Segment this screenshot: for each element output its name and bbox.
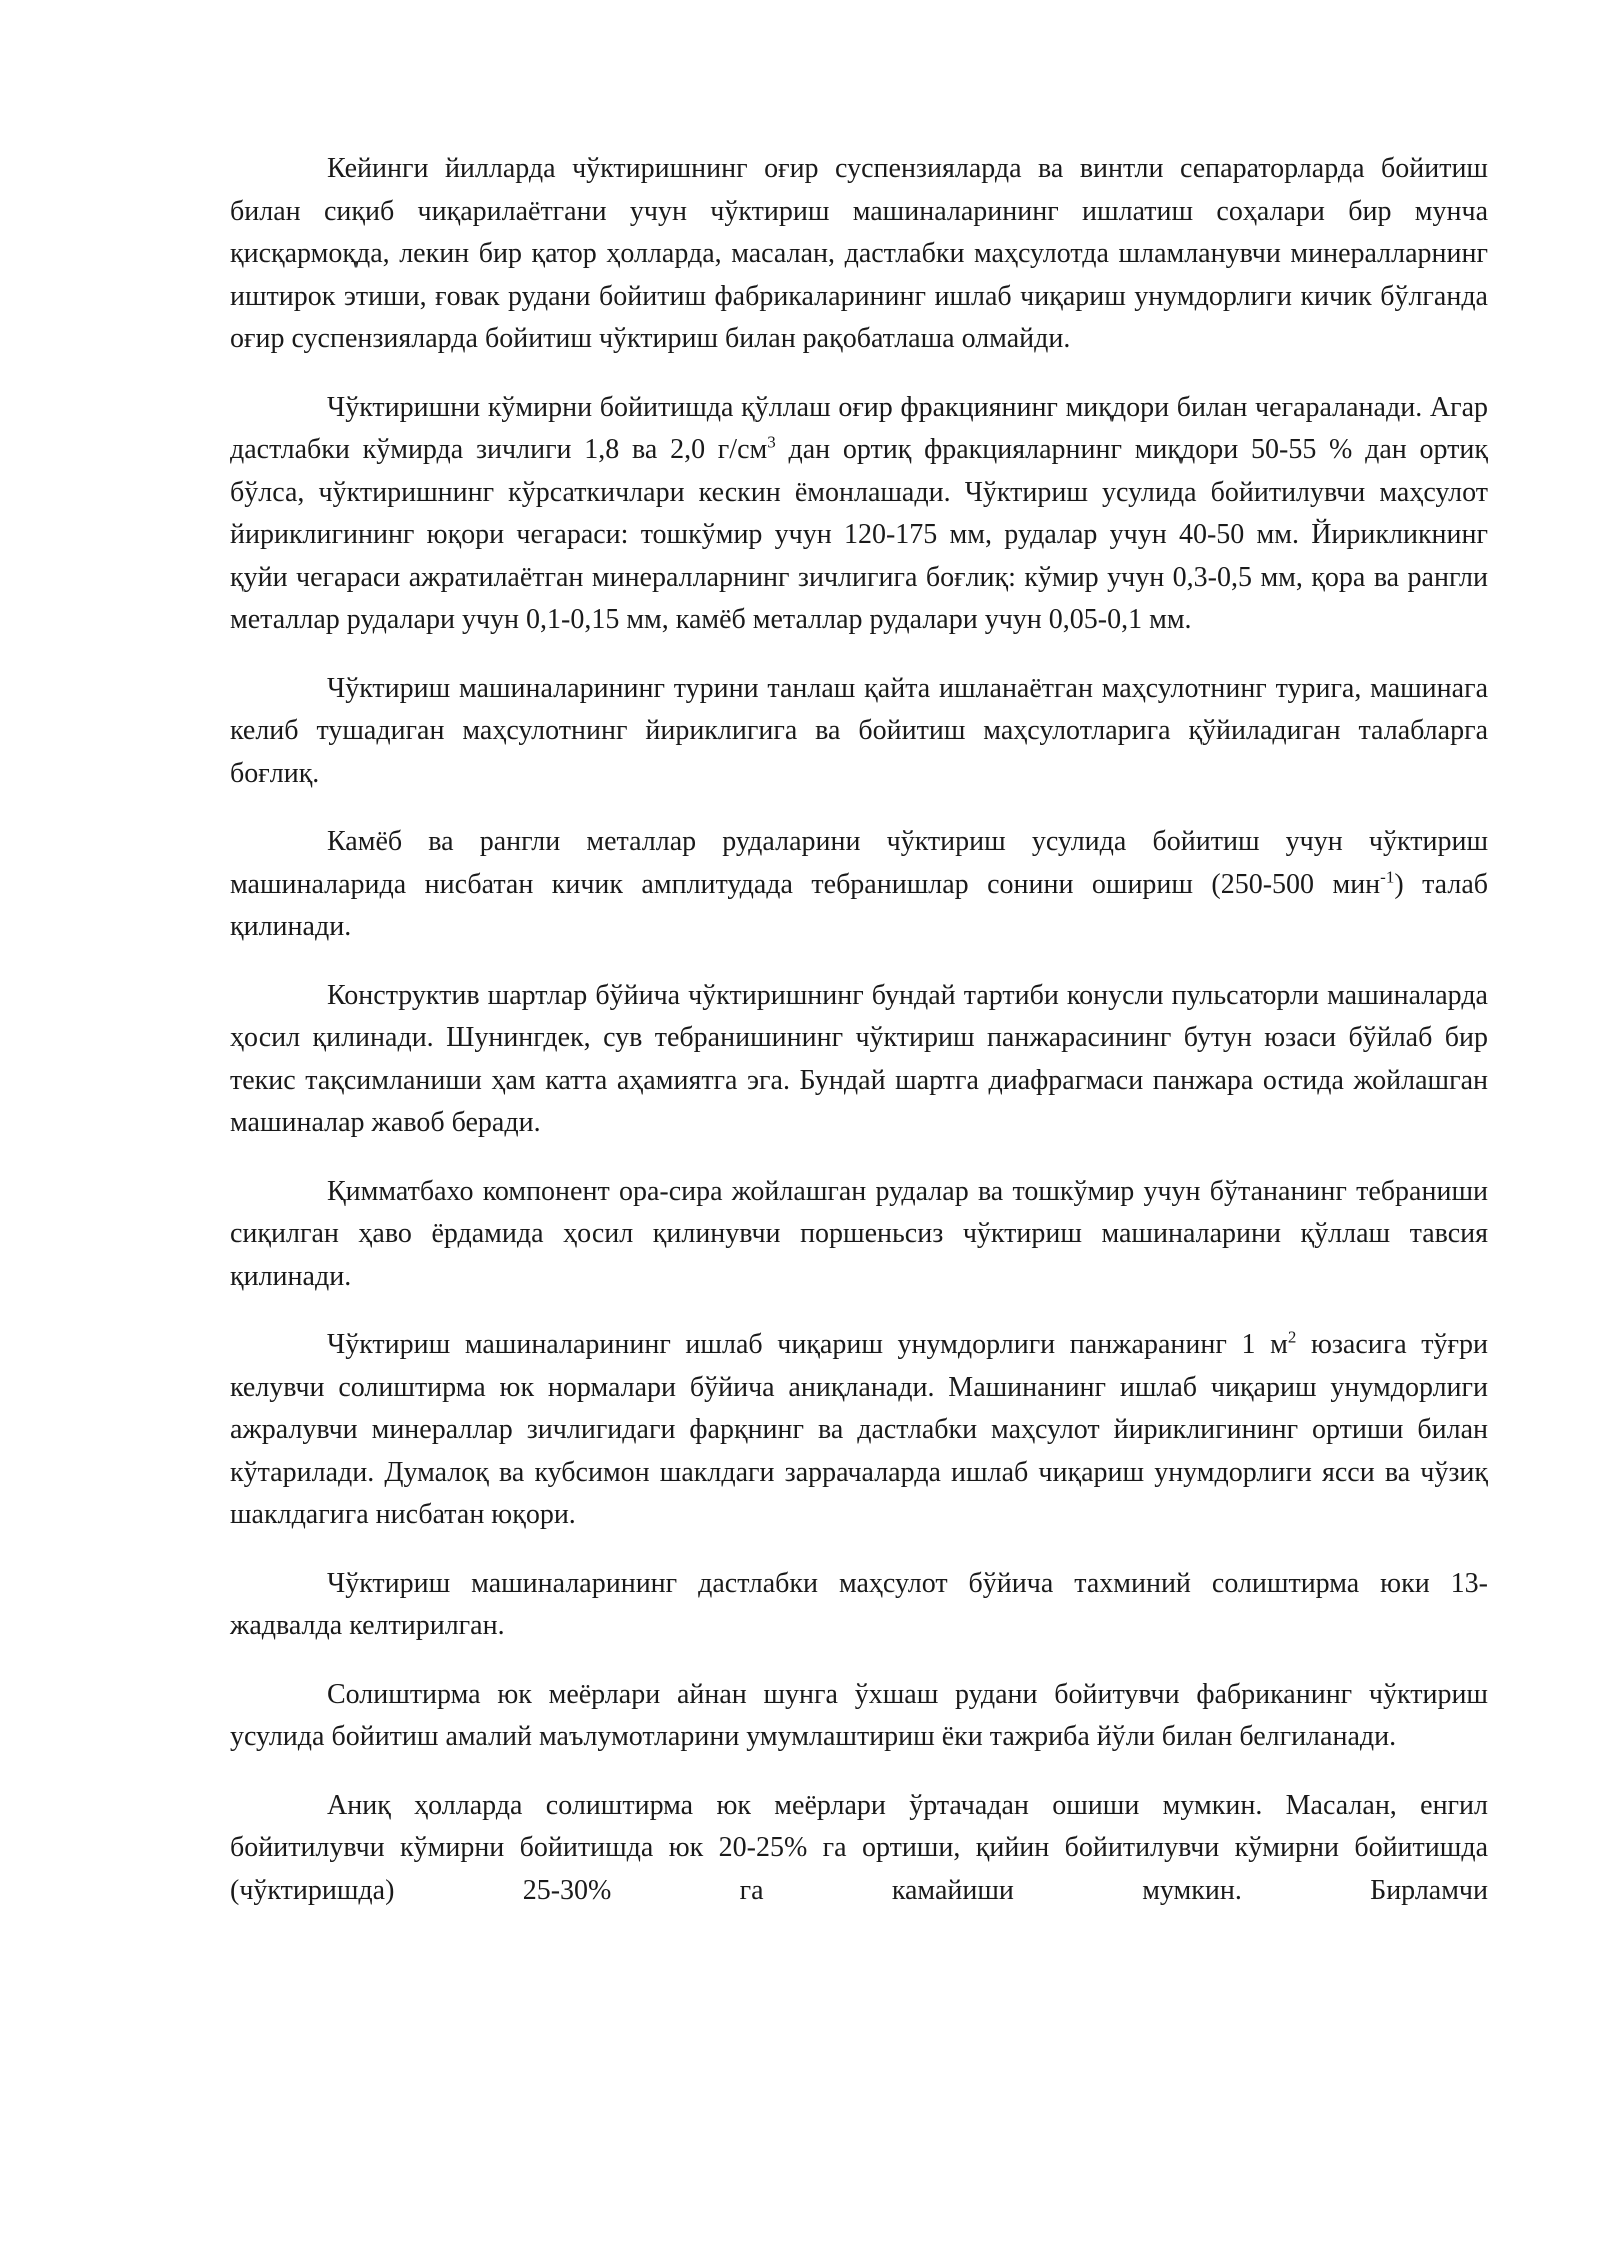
document-body: [230, 148, 1488, 1912]
paragraph-4-text-before: Камёб ва рангли металлар рудаларини чўктириш усулида бойитиш учун чўктириш машиналарида нисбатан кичик амплитудада тебранишлар сонини ошириш (250-500 мин: [230, 826, 1488, 900]
superscript-min-1: -1: [1380, 867, 1395, 887]
paragraph-5: Конструктив шартлар бўйича чўктиришнинг бундай тартиби конусли пульсаторли машиналарда ҳосил қилинади. Шунингдек, сув тебранишининг чўктириш панжарасининг бутун юзаси бўйлаб бир текис тақсимланиши ҳам катта аҳамиятга эга. Бундай шартга диафрагмаси панжара остида жойлашган машиналар жавоб беради.: [230, 979, 1488, 1138]
paragraph-4: [230, 821, 1488, 949]
superscript-cm3: 3: [767, 432, 776, 452]
paragraph-1: Кейинги йилларда чўктиришнинг оғир суспензияларда ва винтли сепараторларда бойитиш билан сиқиб чиқарилаётгани учун чўктириш машиналарининг ишлатиш соҳалари бир мунча қисқармоқда, лекин бир қатор ҳолларда, масалан, дастлабки маҳсулотда шламланувчи минералларнинг иштирок этиши, ғовак рудани бойитиш фабрикаларининг ишлаб чиқариш унумдорлиги кичик бўлганда оғир суспензияларда бойитиш чўктириш билан рақобатлаша олмайди.: [230, 153, 1488, 354]
paragraph-4-text-after: ) талаб қилинади.: [230, 868, 1488, 942]
paragraph-9: Солиштирма юк меёрлари айнан шунга ўхшаш рудани бойитувчи фабриканинг чўктириш усулида бойитиш амалий маълумотларини умумлаштириш ёки тажриба йўли билан белгиланади.: [230, 1678, 1488, 1752]
paragraph-10: Аниқ ҳолларда солиштирма юк меёрлари ўртачадан ошиши мумкин. Масалан, енгил бойитилувчи кўмирни бойитишда юк 20-25% га ортиши, қийин бойитилувчи кўмирни бойитишда (чўктиришда) 25-30% га камайиши мумкин. Бирламчи: [230, 1789, 1488, 1906]
superscript-m2: 2: [1287, 1327, 1297, 1347]
paragraph-3: Чўктириш машиналарининг турини танлаш қайта ишланаётган маҳсулотнинг турига, машинага келиб тушадиган маҳсулотнинг йириклигига ва бойитиш маҳсулотларига қўйиладиган талабларга боғлиқ.: [230, 672, 1488, 789]
paragraph-6: Қимматбахо компонент ора-сира жойлашган рудалар ва тошкўмир учун бўтананинг тебраниши сиқилган ҳаво ёрдамида ҳосил қилинувчи поршеньсиз чўктириш машиналарини қўллаш тавсия қилинади.: [230, 1175, 1488, 1292]
paragraph-8: Чўктириш машиналарининг дастлабки маҳсулот бўйича тахминий солиштирма юки 13-жадвалда келтирилган.: [230, 1567, 1488, 1641]
paragraph-7-text-after: юзасига тўғри келувчи солиштирма юк нормалари бўйича аниқланади. Машинанинг ишлаб чиқариш унумдорлиги ажралувчи минераллар зичлигидаги фарқнинг ва дастлабки маҳсулот йириклигининг ортиши билан кўтарилади. Думалоқ ва кубсимон шаклдаги заррачаларда ишлаб чиқариш унумдорлиги ясси ва чўзиқ шаклдагига нисбатан юқори.: [230, 1329, 1489, 1530]
paragraph-7-text-before: Чўктириш машиналарининг ишлаб чиқариш унумдорлиги панжаранинг 1 м: [327, 1329, 1288, 1360]
paragraph-2-text-after: дан ортиқ фракцияларнинг миқдори 50-55 % дан ортиқ бўлса, чўктиришнинг кўрсаткичлари кескин ёмонлашади. Чўктириш усулида бойитилувчи маҳсулот йириклигининг юқори чегараси: тошкўмир учун 120-175 мм, рудалар учун 40-50 мм. Йирикликнинг қуйи чегараси ажратилаётган минералларнинг зичлигига боғлиқ: кўмир учун 0,3-0,5 мм, қора ва рангли металлар рудалари учун 0,1-0,15 мм, камёб металлар рудалари учун 0,05-0,1 мм.: [230, 434, 1488, 635]
paragraph-7: [230, 1324, 1488, 1537]
paragraph-2: [230, 387, 1488, 642]
paragraph-2-text-before: Чўктиришни кўмирни бойитишда қўллаш оғир фракциянинг миқдори билан чегараланади. Агар дастлабки кўмирда зичлиги 1,8 ва 2,0 г/см: [230, 391, 1488, 465]
